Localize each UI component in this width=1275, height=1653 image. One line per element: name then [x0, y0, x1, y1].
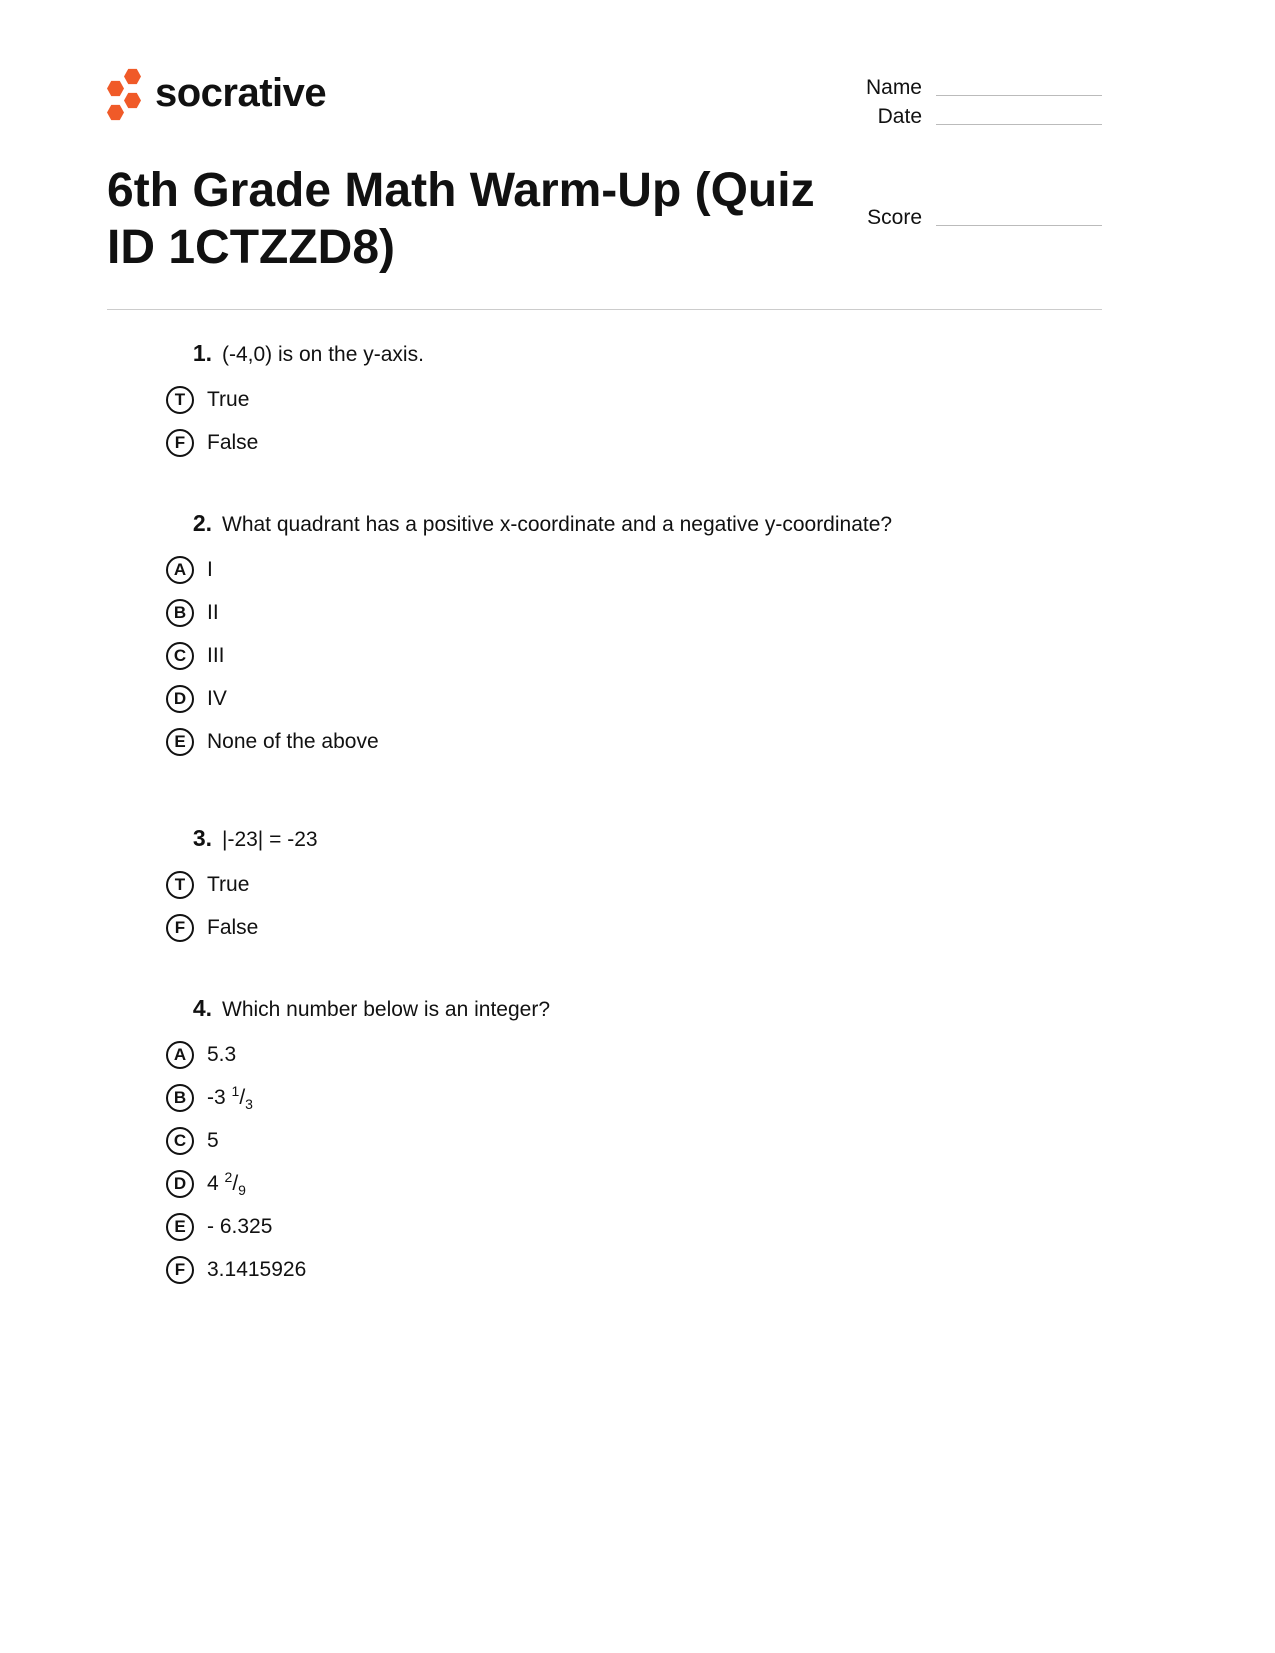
option-bubble[interactable]: A [166, 1041, 194, 1069]
name-line [936, 94, 1102, 96]
question-header [160, 510, 892, 548]
option-bubble[interactable]: F [166, 914, 194, 942]
answer-option[interactable] [160, 1033, 550, 1076]
option-label: -3 [207, 1085, 232, 1109]
answer-option[interactable] [160, 863, 318, 906]
answer-option[interactable] [160, 591, 892, 634]
option-text: -3 $^1/_3$ [207, 1082, 253, 1113]
answer-option[interactable] [160, 1205, 550, 1248]
option-text [207, 644, 225, 668]
option-label: True [207, 387, 250, 411]
option-text [207, 1215, 272, 1239]
page-title: 6th Grade Math Warm-Up (Quiz ID 1CTZZD8) [107, 164, 815, 274]
option-label: True [207, 872, 250, 896]
question-number: 4. [192, 995, 212, 1021]
option-text [207, 687, 227, 711]
option-bubble[interactable]: A [166, 556, 194, 584]
question-4 [160, 995, 550, 1291]
option-text [207, 730, 379, 754]
option-text [207, 1043, 236, 1067]
option-label: False [207, 430, 259, 454]
score-field[interactable] [867, 206, 1102, 230]
option-text [207, 873, 249, 897]
answer-option[interactable] [160, 677, 892, 720]
logo-hex-icon [107, 68, 147, 118]
question-text: Which number below is an integer? [222, 998, 551, 1021]
option-label: 5 [207, 1128, 219, 1152]
question-header [160, 340, 424, 378]
option-label: III [207, 643, 225, 667]
socrative-logo [107, 68, 326, 118]
answer-option[interactable] [160, 906, 318, 949]
option-text [207, 431, 258, 455]
option-bubble[interactable]: B [166, 1084, 194, 1112]
answer-option[interactable] [160, 548, 892, 591]
option-bubble[interactable]: E [166, 728, 194, 756]
option-bubble[interactable]: C [166, 642, 194, 670]
option-label: IV [207, 686, 227, 710]
option-text [207, 388, 249, 412]
option-text [207, 601, 219, 625]
question-header [160, 825, 318, 863]
fraction-denominator: 3 [245, 1096, 253, 1113]
answer-option[interactable] [160, 1076, 550, 1119]
fraction-denominator: 9 [238, 1182, 246, 1199]
option-label: None of the above [207, 729, 379, 753]
answer-option[interactable] [160, 421, 424, 464]
option-bubble[interactable]: T [166, 386, 194, 414]
option-text [207, 1129, 219, 1153]
option-bubble[interactable]: C [166, 1127, 194, 1155]
fraction-numerator: 1 [231, 1082, 240, 1099]
question-1 [160, 340, 424, 464]
date-line [936, 123, 1102, 125]
option-label: 5.3 [207, 1042, 237, 1066]
answer-option[interactable] [160, 634, 892, 677]
option-bubble[interactable]: D [166, 685, 194, 713]
question-number: 3. [192, 825, 212, 851]
date-field[interactable] [878, 105, 1102, 129]
answer-option[interactable] [160, 378, 424, 421]
option-bubble[interactable]: T [166, 871, 194, 899]
option-label: 4 [207, 1171, 225, 1195]
option-bubble[interactable]: F [166, 1256, 194, 1284]
option-text: 4 $^2/_9$ [207, 1168, 246, 1199]
option-text [207, 916, 258, 940]
option-bubble[interactable]: B [166, 599, 194, 627]
brand-name: socrative [155, 70, 327, 115]
score-label: Score [867, 206, 922, 229]
name-label: Name [865, 76, 922, 99]
divider [107, 309, 1102, 310]
answer-option[interactable] [160, 720, 892, 763]
name-field[interactable] [866, 76, 1102, 100]
date-label: Date [877, 105, 922, 128]
option-bubble[interactable]: E [166, 1213, 194, 1241]
question-text: What quadrant has a positive x-coordinate and a negative y-coordinate? [222, 513, 893, 536]
question-header [160, 995, 550, 1033]
option-label: I [207, 557, 213, 581]
option-label: False [207, 915, 259, 939]
option-label: 3.1415926 [207, 1257, 307, 1281]
option-text [207, 558, 213, 582]
question-number: 2. [192, 510, 212, 536]
option-bubble[interactable]: D [166, 1170, 194, 1198]
question-text: (-4,0) is on the y-axis. [222, 343, 424, 366]
question-text: |-23| = -23 [222, 828, 318, 851]
fraction-numerator: 2 [224, 1168, 233, 1185]
option-bubble[interactable]: F [166, 429, 194, 457]
answer-option[interactable] [160, 1248, 550, 1291]
question-3 [160, 825, 318, 949]
answer-option[interactable] [160, 1162, 550, 1205]
score-line [936, 224, 1102, 226]
option-label: II [207, 600, 219, 624]
question-number: 1. [192, 340, 212, 366]
option-label: - 6.325 [207, 1214, 273, 1238]
answer-option[interactable] [160, 1119, 550, 1162]
option-text [207, 1258, 306, 1282]
question-2 [160, 510, 892, 763]
